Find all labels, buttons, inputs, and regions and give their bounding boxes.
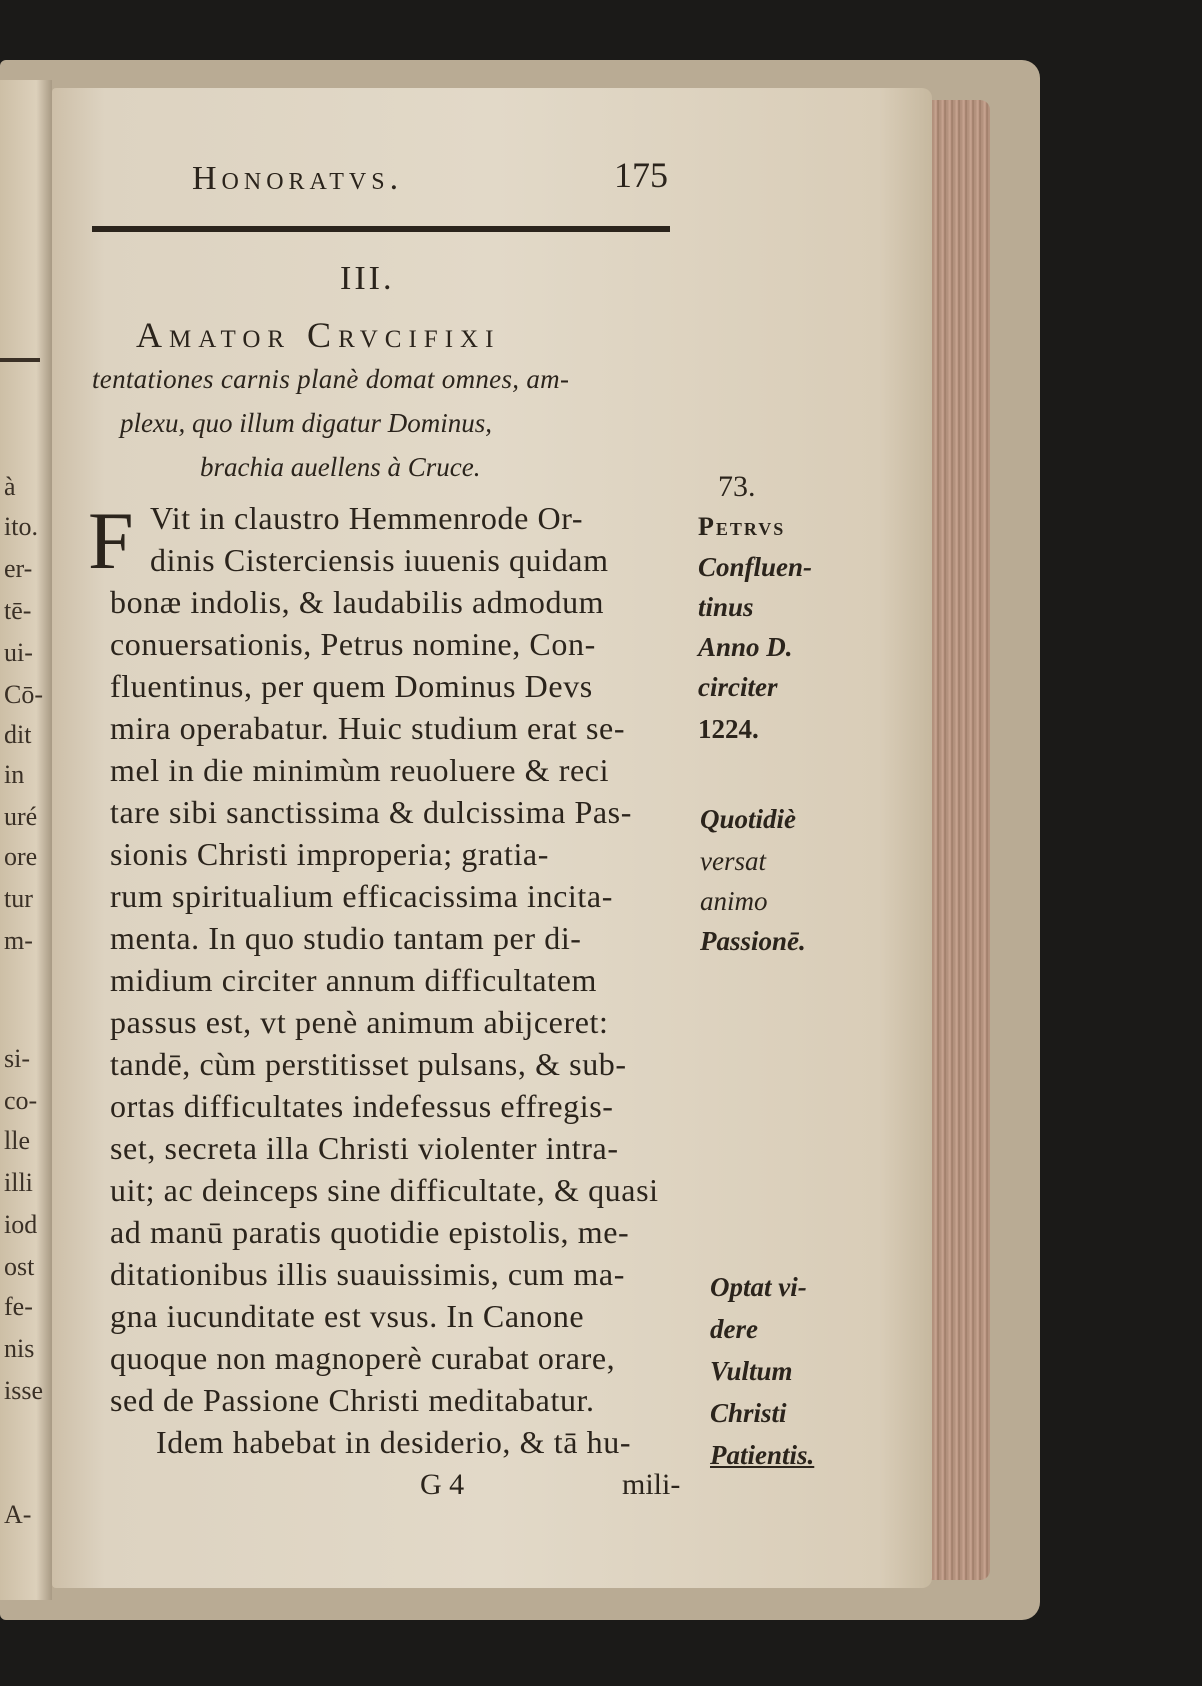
- margin-note-line: Anno D.: [698, 632, 793, 662]
- body-line: quoque non magnoperè curabat orare,: [110, 1340, 616, 1376]
- left-fragment: ito.: [4, 512, 38, 541]
- left-page-edge: [0, 80, 52, 1600]
- margin-note-line: versat: [700, 846, 766, 876]
- left-fragment: fe-: [4, 1292, 33, 1321]
- body-line: mel in die minimùm reuoluere & reci: [110, 752, 610, 788]
- body-line: ad manū paratis quotidie epistolis, me-: [110, 1214, 630, 1250]
- body-line: midium circiter annum difficultatem: [110, 962, 597, 998]
- running-title: Honoratvs.: [192, 160, 404, 197]
- left-page-rule: [0, 358, 40, 362]
- margin-note-line: Christi: [710, 1398, 787, 1428]
- margin-note-line: Confluen-: [698, 552, 813, 582]
- left-fragment: lle: [4, 1126, 30, 1155]
- body-line: ditationibus illis suauissimis, cum ma-: [110, 1256, 625, 1292]
- margin-note-line: circiter: [698, 672, 778, 702]
- chapter-title: Amator Crvcifixi: [136, 315, 501, 355]
- margin-note-line: 1224.: [698, 714, 759, 744]
- body-line: fluentinus, per quem Dominus Devs: [110, 668, 593, 704]
- left-fragment: Cō-: [4, 680, 43, 709]
- margin-note-line: animo: [700, 886, 768, 916]
- body-line: uit; ac deinceps sine difficultate, & quasi: [110, 1172, 659, 1208]
- body-line: set, secreta illa Christi violenter intra-: [110, 1130, 619, 1166]
- left-fragment: dit: [4, 720, 32, 749]
- left-fragment: iod: [4, 1210, 38, 1239]
- left-fragment: er-: [4, 554, 33, 583]
- left-fragment: nis: [4, 1334, 35, 1363]
- margin-note-line: Quotidiè: [700, 804, 797, 834]
- left-fragment: m-: [4, 926, 33, 955]
- body-line: tare sibi sanctissima & dulcissima Pas-: [110, 794, 632, 830]
- left-fragment: isse: [4, 1376, 43, 1405]
- body-line: menta. In quo studio tantam per di-: [110, 920, 582, 956]
- drop-cap: F: [88, 495, 134, 586]
- margin-note-number: 73.: [718, 470, 756, 503]
- body-line: sed de Passione Christi meditabatur.: [110, 1382, 595, 1418]
- body-line: sionis Christi improperia; gratia-: [110, 836, 549, 872]
- left-fragment: tur: [4, 884, 33, 913]
- body-line: Idem habebat in desiderio, & tā hu-: [156, 1424, 632, 1460]
- left-fragment: si-: [4, 1044, 30, 1073]
- left-fragment: à: [4, 472, 16, 501]
- margin-note-line: Passionē.: [700, 926, 806, 956]
- left-fragment: A-: [4, 1500, 32, 1529]
- chapter-summary-line: brachia auellens à Cruce.: [200, 452, 481, 482]
- margin-note-line: Vultum: [710, 1356, 793, 1386]
- margin-note-line: dere: [710, 1314, 758, 1344]
- margin-note-line: Patientis.: [710, 1440, 815, 1470]
- body-line: passus est, vt penè animum abijceret:: [110, 1004, 609, 1040]
- body-line: bonæ indolis, & laudabilis admodum: [110, 584, 605, 620]
- body-line: dinis Cisterciensis iuuenis quidam: [150, 542, 609, 578]
- body-line: Vit in claustro Hemmenrode Or-: [150, 500, 584, 536]
- body-line: conuersationis, Petrus nomine, Con-: [110, 626, 596, 662]
- chapter-summary-line: tentationes carnis planè domat omnes, am-: [92, 364, 570, 394]
- body-line: mira operabatur. Huic studium erat se-: [110, 710, 626, 746]
- left-fragment: uré: [4, 802, 38, 831]
- page-number: 175: [614, 155, 668, 195]
- signature-mark: G 4: [420, 1468, 465, 1501]
- left-fragment: ore: [4, 842, 38, 871]
- margin-note-line: Petrvs: [698, 512, 786, 541]
- catchword: mili-: [622, 1468, 681, 1501]
- left-fragment: co-: [4, 1086, 38, 1115]
- chapter-summary-line: plexu, quo illum digatur Dominus,: [120, 408, 492, 438]
- header-rule: [92, 226, 670, 232]
- left-fragment: ui-: [4, 638, 33, 667]
- margin-note-line: Optat vi-: [710, 1272, 807, 1302]
- margin-note-line: tinus: [698, 592, 754, 622]
- left-fragment: illi: [4, 1168, 33, 1197]
- chapter-number: III.: [340, 260, 395, 297]
- body-line: gna iucunditate est vsus. In Canone: [110, 1298, 585, 1334]
- left-fragment: in: [4, 760, 25, 789]
- body-line: ortas difficultates indefessus effregis-: [110, 1088, 614, 1124]
- left-fragment: tē-: [4, 596, 32, 625]
- body-line: tandē, cùm perstitisset pulsans, & sub-: [110, 1046, 627, 1082]
- body-line: rum spiritualium efficacissima incita-: [110, 878, 613, 914]
- left-fragment: ost: [4, 1252, 35, 1281]
